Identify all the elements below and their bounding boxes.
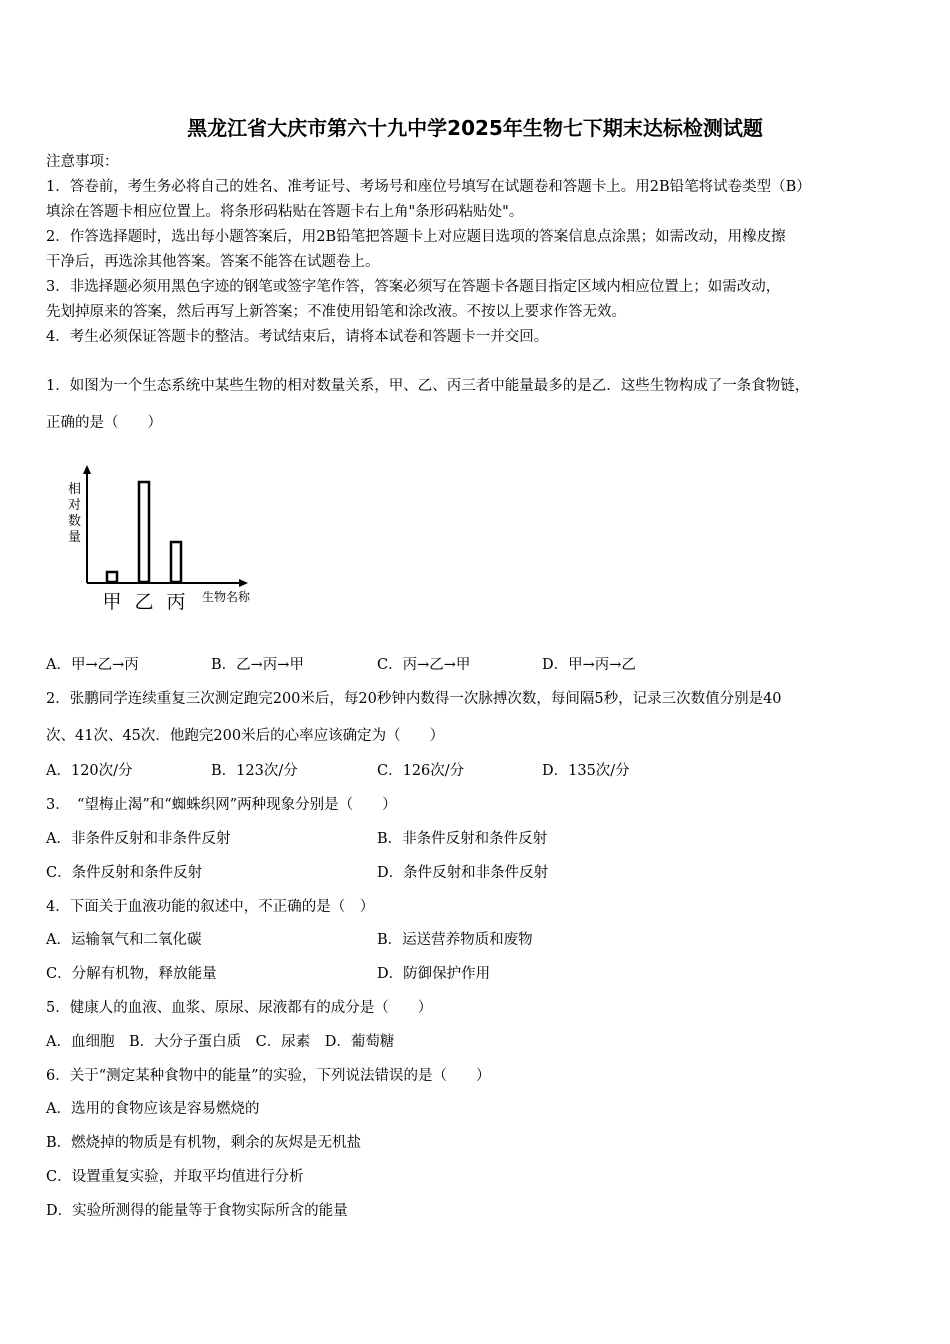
q6-option-c[interactable]: C．设置重复实验，并取平均值进行分析: [46, 1169, 304, 1185]
q1-option-c[interactable]: C．丙→乙→甲: [377, 657, 471, 673]
y-axis-arrow: [83, 465, 91, 474]
q4-option-b[interactable]: B．运送营养物质和废物: [377, 932, 533, 948]
notice-line: 2．作答选择题时，选出每小题答案后，用2B铅笔把答题卡上对应题目选项的答案信息点涂黑；如需改动，用橡皮擦: [46, 229, 786, 245]
x-tick-label: 丙: [166, 591, 186, 613]
y-axis-label-char: 量: [68, 530, 82, 545]
x-tick-label: 甲: [102, 591, 122, 613]
y-axis-label: [68, 481, 81, 545]
q3-option-d[interactable]: D．条件反射和非条件反射: [377, 865, 549, 881]
q4-option-d[interactable]: D．防御保护作用: [377, 966, 491, 982]
q6-option-b[interactable]: B．燃烧掉的物质是有机物，剩余的灰烬是无机盐: [46, 1135, 362, 1151]
notice-line: 先划掉原来的答案，然后再写上新答案；不准使用铅笔和涂改液。不按以上要求作答无效。: [46, 304, 626, 320]
notice-line: 1．答卷前，考生务必将自己的姓名、准考证号、考场号和座位号填写在试题卷和答题卡上。用2B铅笔将试卷类型（B）: [46, 179, 811, 195]
y-axis-label-char: 对: [68, 498, 82, 513]
x-axis-arrow: [239, 579, 248, 587]
q2-option-a[interactable]: A．120次/分: [46, 763, 133, 779]
q1-stem: 正确的是（ ）: [46, 415, 162, 431]
y-axis-label-char: 相: [68, 482, 82, 497]
page-title: 黑龙江省大庆市第六十九中学2025年生物七下期末达标检测试题: [187, 116, 763, 140]
bar-甲: [107, 572, 117, 582]
q6-stem: 6．关于“测定某种食物中的能量”的实验，下列说法错误的是（ ）: [46, 1068, 491, 1084]
q3-option-b[interactable]: B．非条件反射和条件反射: [377, 831, 548, 847]
bar-丙: [171, 542, 181, 582]
q4-option-c[interactable]: C．分解有机物，释放能量: [46, 966, 217, 982]
bar-chart: [60, 462, 280, 622]
notice-line: 4．考生必须保证答题卡的整洁。考试结束后，请将本试卷和答题卡一并交回。: [46, 329, 549, 345]
q1-stem: 1．如图为一个生态系统中某些生物的相对数量关系，甲、乙、丙三者中能量最多的是乙．这些生物构成了一条食物链，: [46, 378, 810, 394]
q6-option-a[interactable]: A．选用的食物应该是容易燃烧的: [46, 1101, 260, 1117]
notice-heading: 注意事项：: [46, 154, 119, 170]
q6-option-d[interactable]: D．实验所测得的能量等于食物实际所含的能量: [46, 1203, 348, 1219]
q1-option-b[interactable]: B．乙→丙→甲: [211, 657, 304, 673]
q4-stem: 4．下面关于血液功能的叙述中，不正确的是（ ）: [46, 899, 375, 915]
q3-option-a[interactable]: A．非条件反射和非条件反射: [46, 831, 231, 847]
x-tick-label: 乙: [134, 591, 154, 613]
q3-option-c[interactable]: C．条件反射和条件反射: [46, 865, 203, 881]
bar-乙: [139, 482, 149, 582]
q5-options[interactable]: A．血细胞 B．大分子蛋白质 C．尿素 D．葡萄糖: [46, 1034, 395, 1050]
x-axis-label: 生物名称: [202, 590, 251, 604]
q2-option-b[interactable]: B．123次/分: [211, 763, 298, 779]
notice-line: 干净后，再选涂其他答案。答案不能答在试题卷上。: [46, 254, 380, 270]
notice-line: 填涂在答题卡相应位置上。将条形码粘贴在答题卡右上角"条形码粘贴处"。: [46, 204, 524, 220]
q2-stem: 次、41次、45次．他跑完200米后的心率应该确定为（ ）: [46, 728, 445, 744]
q2-option-d[interactable]: D．135次/分: [542, 763, 630, 779]
q3-stem: 3． “望梅止渴”和“蜘蛛织网”两种现象分别是（ ）: [46, 797, 397, 813]
q5-stem: 5．健康人的血液、血浆、原尿、尿液都有的成分是（ ）: [46, 1000, 433, 1016]
q2-stem: 2．张鹏同学连续重复三次测定跑完200米后，每20秒钟内数得一次脉搏次数，每间隔5秒，记录三次数值分别是40: [46, 691, 782, 707]
q4-option-a[interactable]: A．运输氧气和二氧化碳: [46, 932, 202, 948]
notice-line: 3．非选择题必须用黑色字迹的钢笔或签字笔作答，答案必须写在答题卡各题目指定区域内相应位置上；如需改动，: [46, 279, 781, 295]
q1-option-d[interactable]: D．甲→丙→乙: [542, 657, 636, 673]
y-axis-label-char: 数: [68, 514, 82, 529]
q2-option-c[interactable]: C．126次/分: [377, 763, 465, 779]
q1-option-a[interactable]: A．甲→乙→丙: [46, 657, 139, 673]
